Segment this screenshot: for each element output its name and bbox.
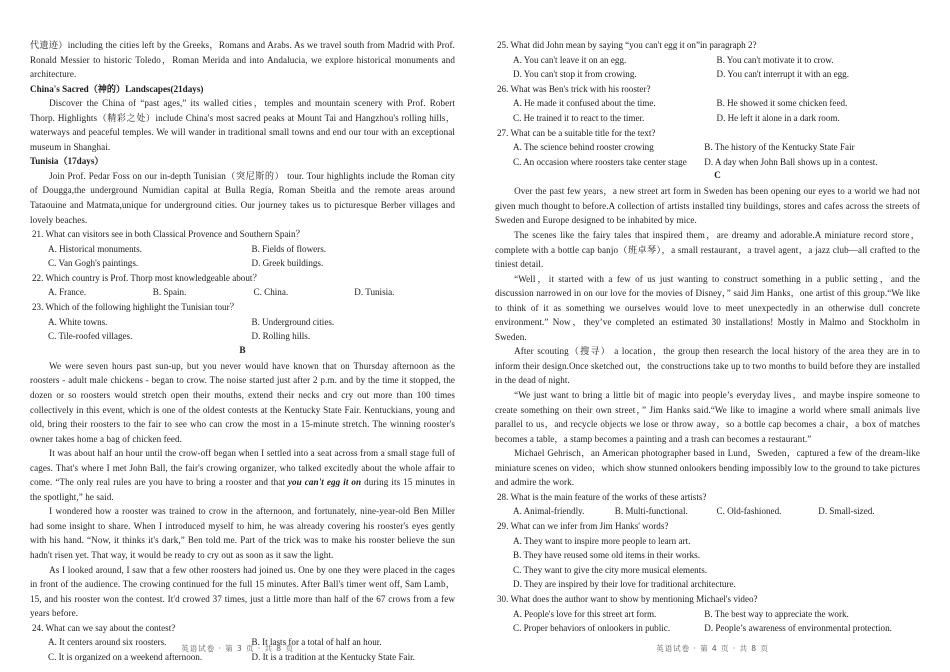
question-24-option-b[interactable]: B. It lasts for a total of half an hour.: [251, 637, 382, 648]
question-24-stem: 24. What can we say about the contest?: [32, 622, 176, 633]
question-28-options-row: [495, 504, 920, 519]
question-27-stem: 27. What can be a suitable title for the text?: [497, 127, 656, 138]
passage-c-paragraph-2: The scenes like the fairy tales that inspired them，are dreamy and adorable.A miniature record store，complete with a bottle cap banjo（班卓琴），a small restaurant，a travel agent，a jazz club—all crafted to the tiniest detail.: [495, 229, 920, 270]
question-26-options-row-2: [495, 111, 920, 126]
passage-b-italic-quote: you can't egg it on: [287, 477, 362, 488]
question-30-option-b[interactable]: B. The best way to appreciate the work.: [704, 608, 849, 619]
question-25-option-c[interactable]: D. You can't stop it from crowing.: [513, 69, 637, 80]
question-22-option-c[interactable]: C. China.: [253, 287, 289, 298]
question-28-option-d[interactable]: D. Small-sized.: [818, 506, 875, 517]
question-30-stem: 30. What does the author want to show by mentioning Michael's video?: [497, 593, 758, 604]
passage-c-paragraph-3: “Well，it started with a few of us just wanting to construct something in a public setting，and the discussion narrowed in on our love for the movies of Disney，” said Jim Hanks，one artist of this group.“We like to think of it as something we ourselves would love to meet unexpectedly in an otherwise dull concrete environment.” Now，they’ve completed an estimated 30 installations! Mostly in Malmo and Stockholm in Sweden.: [495, 273, 920, 342]
passage-a-heading-tunisia: Tunisia（17days）: [30, 156, 104, 167]
question-22-stem: 22. Which country is Prof. Thorp most knowledgeable about？: [32, 272, 262, 283]
question-27-option-b[interactable]: B. The history of the Kentucky State Fair: [704, 142, 855, 153]
passage-c-paragraph-1: Over the past few years，a new street art form in Sweden has been opening our eyes to a world we had not given much thought to before.A collection of artists installed tiny buildings, stores and cafes across the streets of Sweden and Europe designed to be inhabited by mice.: [495, 186, 920, 226]
page-4-footer: 英语试卷 · 第 4 页 · 共 8 页: [656, 644, 769, 653]
question-22-option-d[interactable]: D. Tunisia.: [354, 287, 395, 298]
question-25-option-b[interactable]: B. You can't motivate it to crow.: [716, 54, 834, 65]
passage-a-paragraph-1: 代遗迹）including the cities left by the Greeks，Romans and Arabs. As we travel south from Madrid with Prof. Ronald Messier to historic Toledo，Roman Merida and into Andalucia, we explore historical monuments and architecture.: [30, 40, 455, 80]
passage-c-paragraph-6: Michael Gehrisch，an American photographer based in Lund，Sweden，captured a few of the dream-like miniature scenes on video，which show stunned onlookers bending impossibly low to the ground to take pictures and admire the work.: [495, 448, 920, 488]
question-22-options-row: [30, 285, 455, 300]
question-30-option-c[interactable]: C. Proper behaviors of onlookers in public.: [513, 623, 671, 634]
question-24-option-d[interactable]: D. It is a tradition at the Kentucky State Fair.: [251, 651, 415, 662]
question-29-stem: 29. What can we infer from Jim Hanks' words?: [497, 521, 669, 532]
question-25-option-d[interactable]: D. You can't interrupt it with an egg.: [716, 69, 849, 80]
passage-c-paragraph-5: “We just want to bring a little bit of magic into people’s everyday lives，and maybe inspire someone to create something on their own street，” Jim Hanks said.“We like to imagine a world where small animals live parallel to us，and recycle objects we lose or throw away，so a bottle cap becomes a chair，a box of matches becomes a table，a stamp becomes a painting and a trash can becomes a restaurant.”: [495, 390, 920, 444]
question-27-option-c[interactable]: C. An occasion where roosters take center stage: [513, 156, 687, 167]
question-21-options-row-2: [30, 256, 455, 271]
question-30-options-row-2: [495, 621, 920, 636]
question-24-option-c[interactable]: C. It is organized on a weekend afternoon.: [48, 651, 203, 662]
question-29-option-c[interactable]: C. They want to give the city more musical elements.: [513, 564, 708, 575]
question-26-option-a[interactable]: A. He made it confused about the time.: [513, 98, 656, 109]
question-23-option-b[interactable]: B. Underground cities.: [251, 316, 335, 327]
question-23-option-d[interactable]: D. Rolling hills.: [251, 331, 311, 342]
passage-b-paragraph-1: We were seven hours past sun-up, but you never would have known that on Thursday afternoon as the roosters - adult male chickens - began to crow. The noise started just after 2 p.m. and by the time it stopped, the dozen or so roosters would stretch open their mouths, extend their necks and cry out more than 100 times collectively in this event, which is one of the oldest contests at the Kentucky State Fair. Kentuckians, young and old, bring their roosters to the fair to see who can crow the most in a 15-minute stretch. The winning rooster's owner takes home a bag of chicken feed.: [30, 360, 455, 444]
question-29-option-d[interactable]: D. They are inspired by their love for traditional architecture.: [513, 579, 736, 590]
passage-b-paragraph-2: [30, 446, 455, 504]
question-21-option-d[interactable]: D. Greek buildings.: [251, 258, 324, 269]
question-23-option-c[interactable]: C. Tile-roofed villages.: [48, 331, 133, 342]
passage-c-paragraph-4: After scouting（搜寻） a location，the group then research the local history of the area they are in to inform their design.Once sketched out，the constructions take up to two months to build before they are installed in the dead of night.: [495, 346, 920, 386]
passage-b-paragraph-2-part-2: during its 15 minutes in the spotlight,” he said.: [30, 477, 455, 502]
passage-b-paragraph-2-part-1: It was about half an hour until the crow-off began when I settled into a seat across from a small stage full of cages. That's where I met John Ball, the fair's crowing organizer, who talked excitedly about the whole affair to come. “The only real rules are you have to bring a rooster and that: [30, 448, 455, 488]
question-29-option-a[interactable]: A. They want to inspire more people to learn art.: [513, 535, 691, 546]
question-28-option-c[interactable]: C. Old-fashioned.: [716, 506, 782, 517]
exam-page-4: [475, 0, 950, 672]
question-25-option-a[interactable]: A. You can't leave it on an egg.: [513, 54, 627, 65]
question-27-option-a[interactable]: A. The science behind rooster crowing: [513, 142, 654, 153]
page-3-footer: 英语试卷 · 第 3 页 · 共 8 页: [181, 644, 294, 653]
passage-b-paragraph-4: As I looked around, I saw that a few other roosters had joined us. One by one they were placed in the cages in front of the audience. The crowing continued for the full 15 minutes. After Ball's timer went off, Sam Lamb，15, and his rooster won the contest. It'd crowed 37 times, just a little more than half of the 67 crows from a few years before.: [30, 564, 455, 619]
question-23-option-a[interactable]: A. White towns.: [48, 316, 108, 327]
question-29-option-b[interactable]: B. They have reused some old items in their works.: [513, 550, 700, 561]
passage-a-heading-china: China's Sacred（神的）Landscapes(21days): [30, 83, 204, 94]
question-26-option-c[interactable]: C. He trained it to react to the timer.: [513, 112, 645, 123]
question-27-option-d[interactable]: D. A day when John Ball shows up in a contest.: [704, 156, 878, 167]
passage-b-paragraph-3: I wondered how a rooster was trained to crow in the afternoon, and fortunately, nine-year-old Ben Miller had some insight to share. When I introduced myself to him, he was already covering his rooster's eyes gently with his hand. “Now, it thinks it's dark,” Ben told me. Part of the trick was to make his rooster believe the sun hadn't risen yet. That way, it would be ready to cry out as soon as it saw the light.: [30, 506, 455, 560]
question-26-options-row-1: [495, 96, 920, 111]
question-26-stem: 26. What was Ben's trick with his rooster?: [497, 83, 651, 94]
question-30-option-a[interactable]: A. People's love for this street art form.: [513, 608, 657, 619]
question-25-options-row-1: [495, 53, 920, 68]
question-27-options-row-1: [495, 140, 920, 155]
question-24-option-a[interactable]: A. It centers around six roosters.: [48, 637, 167, 648]
question-25-stem: 25. What did John mean by saying “you can't egg it on”in paragraph 2?: [497, 40, 757, 50]
question-28-option-b[interactable]: B. Multi-functional.: [614, 506, 688, 517]
question-23-options-row-1: [30, 315, 455, 330]
passage-a-paragraph-3: Join Prof. Pedar Foss on our in-depth Tunisian（突尼斯的） tour. Tour highlights include the Roman city of Dougga,the underground Numidian capital at Bulla Regia, Roman Sbeitla and the remote areas around Tataouine and Matmata,unique for underground cities. Our journey takes us to picturesque Berber villages and lovely beaches.: [30, 170, 455, 225]
question-22-option-a[interactable]: A. France.: [48, 287, 87, 298]
passage-a-paragraph-2: Discover the China of “past ages,” its walled cities，temples and mountain scenery with Prof. Robert Thorp. Highlights（精彩之处）include China's most sacred peaks at Mount Tai and Hangzhou's rolling hills，waterways and peaceful temples. We will wander in traditional small towns and end our tour with an exceptional museum in Shanghai.: [30, 98, 455, 152]
question-23-options-row-2: [30, 329, 455, 344]
question-23-stem: 23. Which of the following highlight the Tunisian tour？: [32, 302, 239, 313]
question-25-options-row-2: [495, 67, 920, 82]
section-marker-b: B: [239, 345, 246, 356]
question-21-option-a[interactable]: A. Historical monuments.: [48, 243, 142, 254]
question-21-stem: 21. What can visitors see in both Classical Provence and Southern Spain？: [32, 229, 305, 240]
section-marker-c: C: [714, 171, 721, 182]
question-21-option-c[interactable]: C. Van Gogh's paintings.: [48, 258, 139, 269]
question-21-options-row-1: [30, 242, 455, 257]
question-28-option-a[interactable]: A. Animal-friendly.: [513, 506, 585, 517]
question-27-options-row-2: [495, 155, 920, 170]
question-21-option-b[interactable]: B. Fields of flowers.: [251, 243, 327, 254]
question-30-option-d[interactable]: D. People’s awareness of environmental protection.: [704, 623, 892, 634]
question-22-option-b[interactable]: B. Spain.: [152, 287, 187, 298]
question-30-options-row-1: [495, 607, 920, 622]
question-26-option-b[interactable]: B. He showed it some chicken feed.: [716, 98, 848, 109]
question-26-option-d[interactable]: D. He left it alone in a dark room.: [716, 112, 840, 123]
question-28-stem: 28. What is the main feature of the works of these artists?: [497, 491, 707, 502]
